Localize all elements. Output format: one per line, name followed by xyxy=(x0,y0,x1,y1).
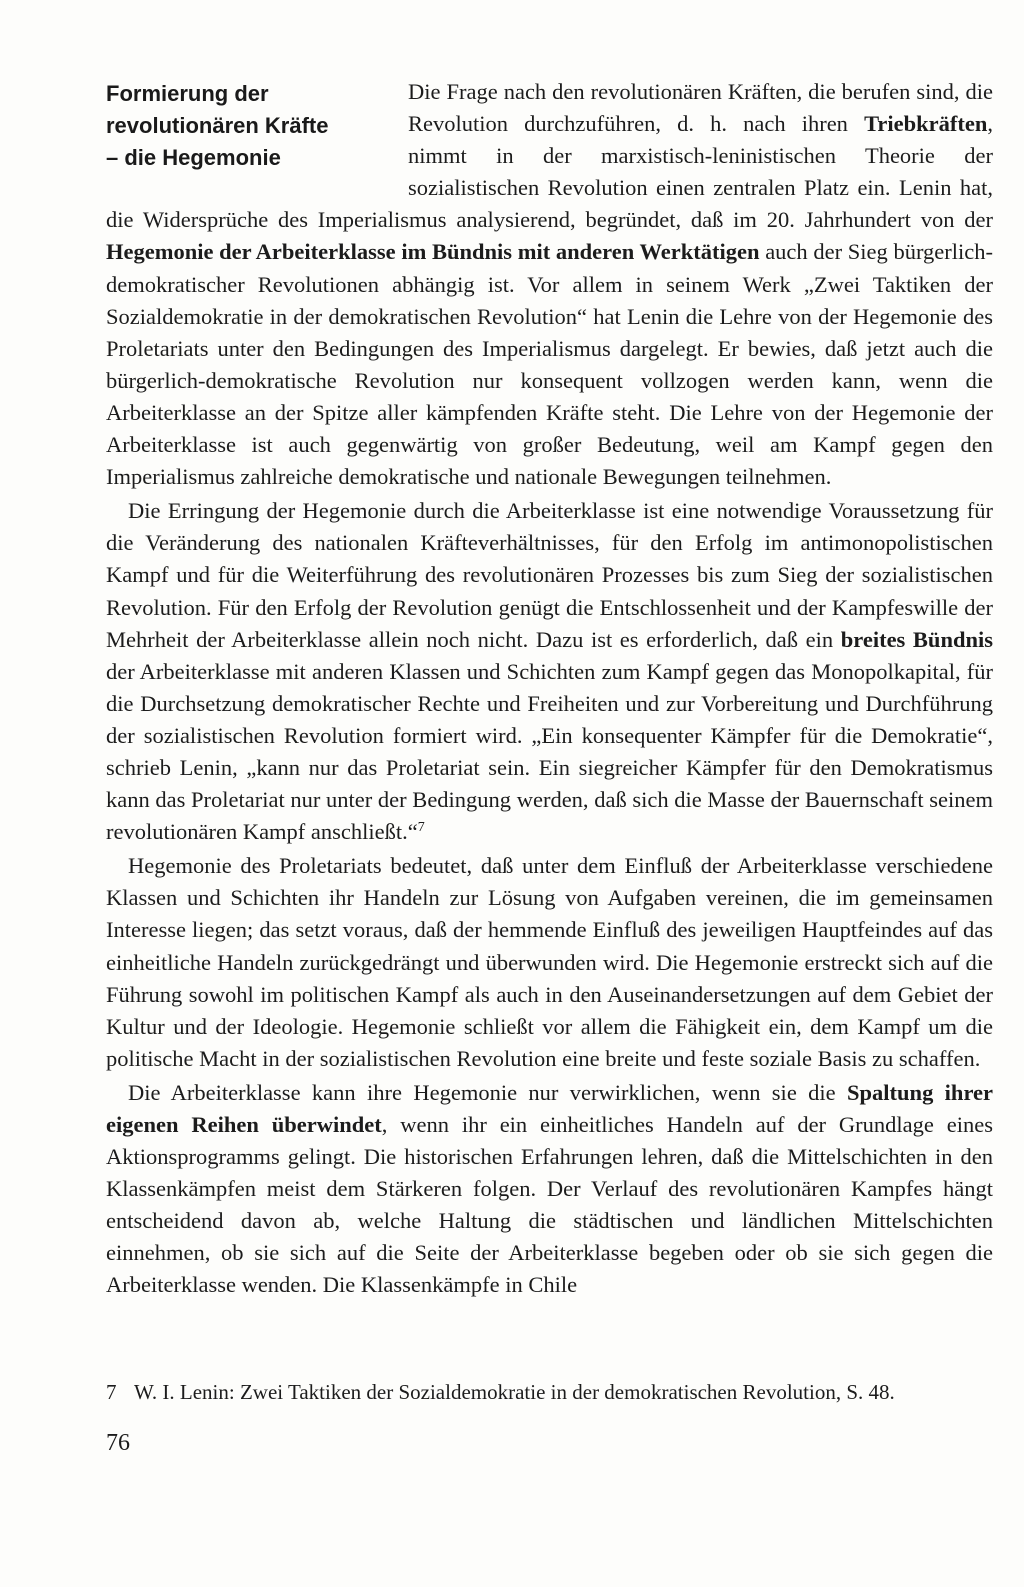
page-number: 76 xyxy=(106,1430,130,1456)
body-text xyxy=(106,76,993,1302)
emphasis-buendnis: breites Bündnis xyxy=(840,626,993,652)
paragraph-2 xyxy=(106,495,993,848)
emphasis-hegemonie: Hegemonie der Arbeiterklasse im Bündnis mit anderen Werktätigen xyxy=(106,239,760,265)
paragraph-1-text-c: auch der Sieg bürgerlich-demokratischer Revolutionen abhängig ist. Vor allem in seinem Werk „Zwei Taktiken der Sozialdemokratie in der demokratischen Revolution“ hat Lenin die Lehre von der Hegemonie des Proletariats unter den Bedingungen des Imperialismus dargelegt. Er bewies, daß jetzt auch die bürgerlich-demokratische Revolution nur konsequent vollzogen werden kann, wenn die Arbeiterklasse an der Spitze aller kämpfenden Kräfte steht. Die Lehre von der Hegemonie der Arbeiterklasse ist auch gegenwärtig von großer Bedeutung, weil am Kampf gegen den Imperialismus zahlreiche demokratische und nationale Bewegungen teilnehmen. xyxy=(106,239,993,490)
footnote-reference[interactable]: 7 xyxy=(417,820,425,836)
heading-spacer xyxy=(106,76,408,204)
paragraph-4 xyxy=(106,1077,993,1302)
paragraph-4-text-a: Die Arbeiterklasse kann ihre Hegemonie nur verwirklichen, wenn sie die xyxy=(128,1079,848,1105)
footnote-number: 7 xyxy=(106,1380,117,1404)
paragraph-4-text-b: , wenn ihr ein einheitliches Handeln auf der Grundlage eines Aktionsprogramms gelingt. Die historischen Erfahrungen lehren, daß die Mittelschichten in den Klassenkämpfen meist dem Stärkeren folgen. Der Verlauf des revolutionären Kampfes hängt entscheidend davon ab, welche Haltung die städtischen und ländlichen Mittelschichten einnehmen, ob sie sich auf die Seite der Arbeiterklasse begeben oder ob sie sich gegen die Arbeiterklasse wenden. Die Klassenkämpfe in Chile xyxy=(106,1112,993,1298)
section-heading-line-3: – die Hegemonie xyxy=(106,145,281,170)
paragraph-3: Hegemonie des Proletariats bedeutet, daß unter dem Einfluß der Arbeiterklasse verschiedene Klassen und Schichten ihr Handeln zur Lösung von Aufgaben vereinen, die im gemeinsamen Interesse liegen; das setzt voraus, daß der hemmende Einfluß des jeweiligen Hauptfeindes auf das einheitliche Handeln zurückgedrängt und überwunden wird. Die Hegemonie erstreckt sich auf die Führung sowohl im politischen Kampf als auch in den Auseinandersetzungen auf dem Gebiet der Kultur und der Ideologie. Hegemonie schließt vor allem die Fähigkeit ein, dem Kampf um die politische Macht in der sozialistischen Revolution eine breite und feste soziale Basis zu schaffen. xyxy=(106,853,993,1071)
footnote xyxy=(106,1378,993,1406)
section-heading-line-1: Formierung der xyxy=(106,81,269,106)
footnote-text: W. I. Lenin: Zwei Taktiken der Sozialdemokratie in der demokratischen Revolution, S. 48. xyxy=(134,1380,895,1404)
emphasis-triebkraefte: Triebkräften xyxy=(864,111,988,137)
emphasis-spaltung: Spaltung ihrer eigenen Reihen überwindet xyxy=(106,1079,993,1137)
paragraph-1-text-b: , nimmt in der marxistisch-leninistischen Theorie der sozialistischen Revolution einen zentralen Platz ein. Lenin hat, die Widersprüche des Imperialismus analysierend, begründet, daß im 20. Jahrhundert von der xyxy=(106,111,993,233)
paragraph-1-text-a: Die Frage nach den revolutionären Kräften, die berufen sind, die Revolution durchzuführen, d. h. nach ihren xyxy=(408,79,993,137)
paragraph-2-text-b: der Arbeiterklasse mit anderen Klassen und Schichten zum Kampf gegen das Monopolkapital, für die Durchsetzung demokratischer Rechte und Freiheiten und zur Vorbereitung und Durchführung der sozialistischen Revolution formiert wird. „Ein konsequenter Kämpfer für die Demokratie“, schrieb Lenin, „kann nur das Proletariat sein. Ein siegreicher Kämpfer für den Demokratismus kann das Proletariat nur unter der Bedingung werden, daß sich die Masse der Bauernschaft seinem revolutionären Kampf anschließt.“ xyxy=(106,658,993,845)
paragraph-2-text-a: Die Erringung der Hegemonie durch die Arbeiterklasse ist eine notwendige Voraussetzung für die Veränderung des nationalen Kräfteverhältnisses, für den Erfolg im antimonopolistischen Kampf und für die Weiterführung des revolutionären Prozesses bis zum Sieg der sozialistischen Revolution. Für den Erfolg der Revolution genügt die Entschlossenheit und der Kampfeswille der Mehrheit der Arbeiterklasse allein noch nicht. Dazu ist es erforderlich, daß ein xyxy=(106,498,993,652)
section-heading-line-2: revolutionären Kräfte xyxy=(106,113,329,138)
